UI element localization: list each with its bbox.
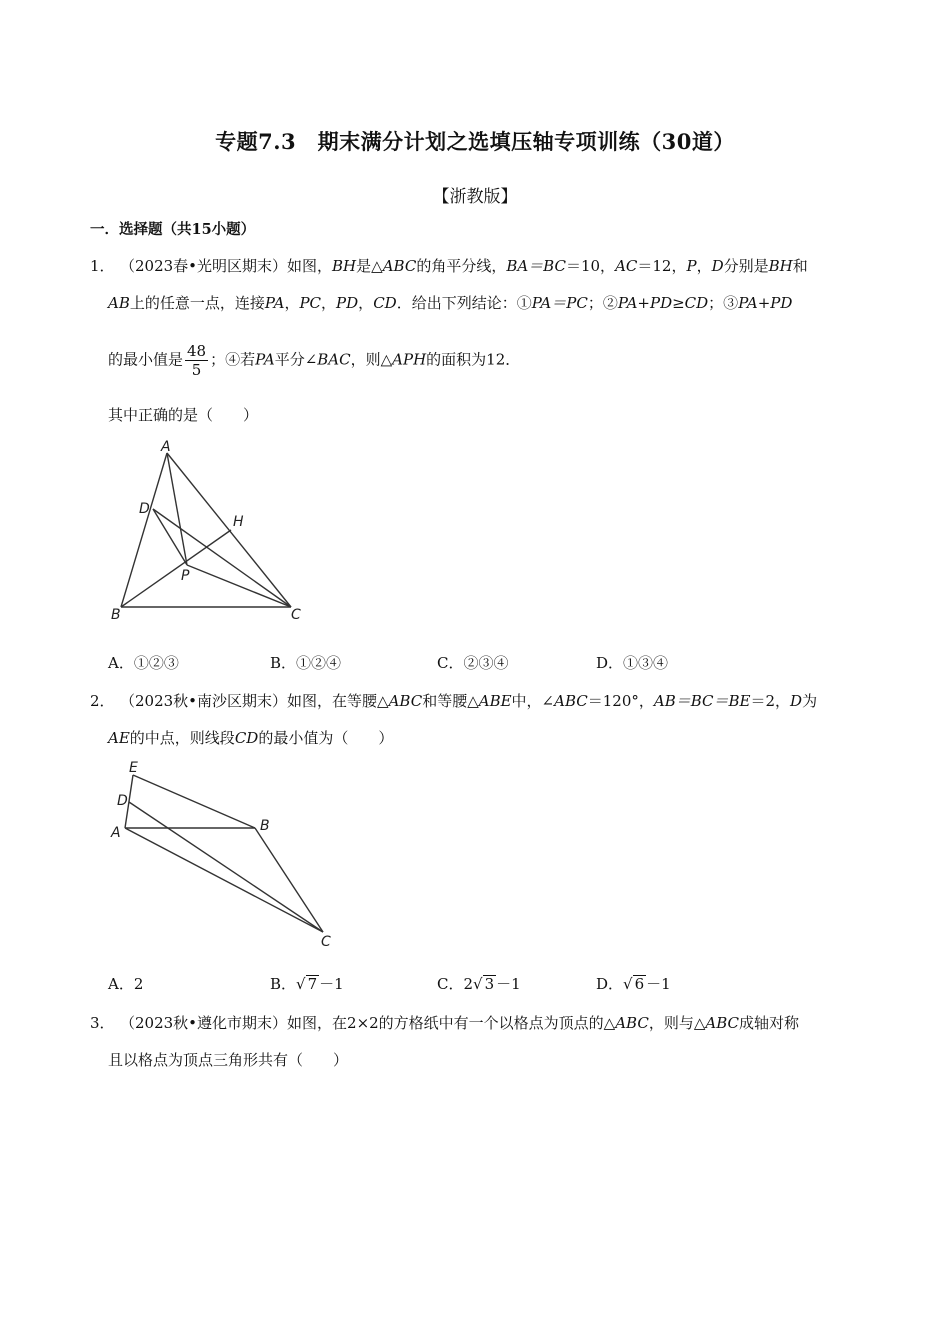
q2-option-c[interactable]: C．2√ 3 －1 — [437, 975, 521, 993]
q1-label-D: D — [139, 501, 150, 517]
page-title: 专题7.3 期末满分计划之选填压轴专项训练（30道） — [215, 129, 735, 154]
q2-line-2: AE的中点，则线段CD的最小值为（ ） — [108, 729, 394, 747]
q1-options — [108, 652, 908, 672]
q3-number: 3． — [90, 1014, 115, 1032]
fraction-48-5: $\frac{48}{5}$ — [187, 342, 207, 379]
q2-label-D: D — [117, 793, 128, 809]
q1-figure — [105, 435, 320, 625]
q2-label-B: B — [260, 818, 270, 834]
q2-options — [108, 973, 908, 995]
q3-line-1: 3． （2023秋•遵化市期末）如图，在2×2的方格纸中有一个以格点为顶点的△ABC，则与△ABC成轴对称 — [90, 1014, 800, 1032]
q1-label-C: C — [291, 607, 301, 623]
q2-label-A: A — [111, 825, 121, 841]
q1-option-d[interactable]: D．①③④ — [596, 654, 669, 672]
q2-number: 2． — [90, 692, 115, 710]
q1-label-P: P — [181, 568, 190, 584]
q2-option-a[interactable]: A．2 — [108, 975, 144, 993]
q2-label-C: C — [321, 934, 331, 950]
q1-option-a[interactable]: A．①②③ — [108, 654, 179, 672]
q1-line-3: 的最小值是 $\frac{48}{5}$ ；④若PA平分∠BAC，则△APH的面积为12． — [108, 342, 521, 379]
q1-option-c[interactable]: C．②③④ — [437, 654, 509, 672]
q1-label-B: B — [111, 607, 121, 623]
q2-label-E: E — [129, 760, 138, 776]
edition-label: 【浙教版】 — [432, 187, 518, 207]
q1-line-2: AB上的任意一点，连接PA，PC，PD，CD．给出下列结论：①PA＝PC；②PA+PD≥CD；③PA+PD — [108, 294, 793, 312]
q1-number: 1． — [90, 257, 115, 275]
q1-line-1: 1． （2023春•光明区期末）如图，BH是△ABC的角平分线，BA＝BC＝10，AC＝12，P，D分别是BH和 — [90, 257, 808, 275]
q1-label-A: A — [161, 439, 171, 455]
q2-option-d[interactable]: D．√ 6 －1 — [596, 975, 671, 993]
q2-line-1: 2． （2023秋•南沙区期末）如图，在等腰△ABC和等腰△ABE中，∠ABC＝120°，AB＝BC＝BE＝2，D为 — [90, 692, 818, 710]
q1-label-H: H — [233, 514, 244, 530]
q1-line-4: 其中正确的是（ ） — [108, 406, 259, 424]
q2-figure — [105, 755, 345, 955]
q3-line-2: 且以格点为顶点三角形共有（ ） — [108, 1051, 349, 1069]
section-heading: 一．选择题（共15小题） — [90, 221, 256, 238]
q1-option-b[interactable]: B．①②④ — [270, 654, 342, 672]
q2-option-b[interactable]: B．√ 7 －1 — [270, 975, 344, 993]
